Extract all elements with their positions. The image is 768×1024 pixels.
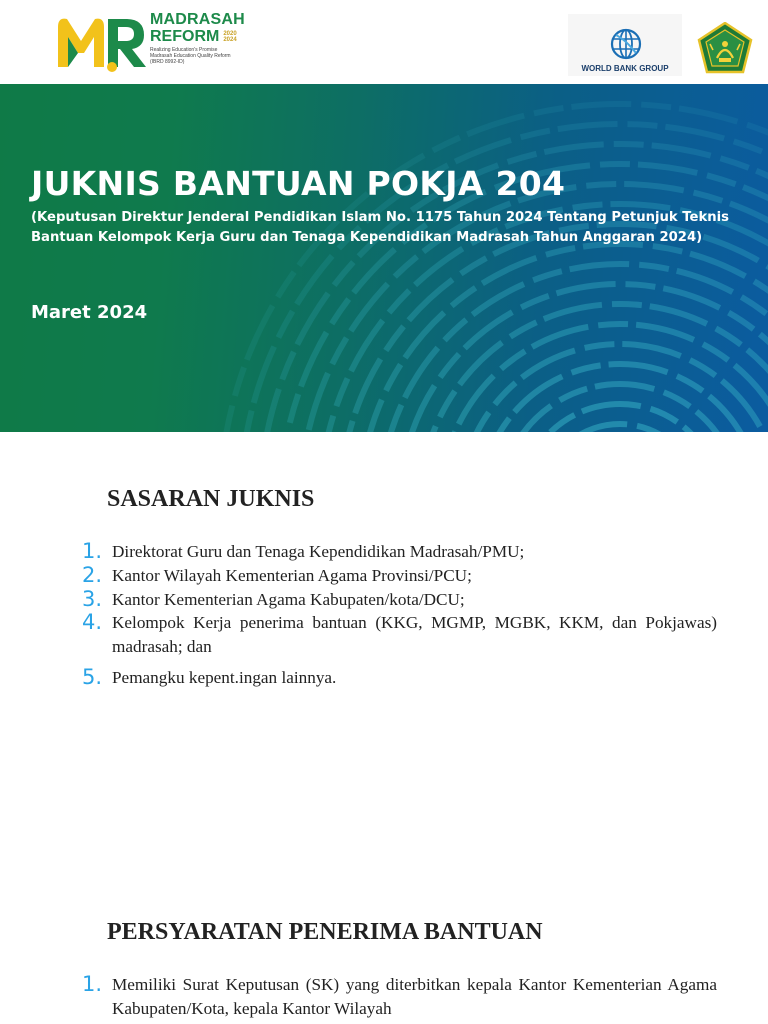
list-number: 1.	[82, 972, 103, 996]
brand-year-end: 2024	[223, 36, 237, 43]
list-text: Direktorat Guru dan Tenaga Kependidikan Madrasah/PMU;	[112, 542, 525, 561]
madrasah-reform-logo-icon	[54, 13, 148, 73]
madrasah-reform-wordmark	[150, 12, 245, 65]
section-title-persyaratan: PERSYARATAN PENERIMA BANTUAN	[107, 919, 543, 945]
tagline-line: Realizing Education's Promise	[150, 47, 218, 53]
list-text: Memiliki Surat Keputusan (SK) yang diterbitkan kepala Kantor Kementerian Agama Kabupaten/Kota, kepala Kantor Wilayah	[112, 975, 717, 1018]
brand-tagline	[150, 47, 245, 65]
list-number: 1.	[82, 539, 103, 563]
list-text: Kelompok Kerja penerima bantuan (KKG, MGMP, MGBK, KKM, dan Pokjawas) madrasah; dan	[112, 613, 717, 656]
tagline-line: Madrasah Education Quality Reform	[150, 53, 231, 59]
brand-year-start: 2020	[223, 30, 237, 37]
list-item	[82, 611, 717, 659]
list-text: Pemangku kepent.ingan lainnya.	[112, 668, 337, 687]
globe-icon	[610, 28, 642, 60]
list-number: 2.	[82, 563, 103, 587]
title-banner	[0, 84, 768, 432]
brand-years	[223, 31, 236, 43]
list-number: 4.	[82, 610, 103, 634]
concentric-rings-decoration	[0, 84, 768, 432]
banner-subtitle: (Keputusan Direktur Jenderal Pendidikan Islam No. 1175 Tahun 2024 Tentang Petunjuk Teknis Bantuan Kelompok Kerja Guru dan Tenaga Kependidikan Madrasah Tahun Anggaran 2024)	[31, 210, 729, 245]
tagline-line: (IBRD 8992-ID)	[150, 59, 185, 65]
list-number: 5.	[82, 665, 103, 689]
list-item	[82, 666, 717, 690]
list-item	[82, 540, 717, 564]
list-item	[82, 564, 717, 588]
banner-date: Maret 2024	[31, 302, 148, 323]
banner-title: JUKNIS BANTUAN POKJA 204	[31, 164, 566, 203]
brand-line-1: MADRASAH	[150, 11, 245, 28]
kemenag-emblem-icon	[697, 22, 753, 74]
header-bar	[0, 0, 768, 84]
list-item	[82, 588, 717, 612]
section-title-sasaran: SASARAN JUKNIS	[107, 486, 315, 512]
brand-line-2: REFORM	[150, 28, 220, 45]
list-number: 3.	[82, 587, 103, 611]
list-text: Kantor Kementerian Agama Kabupaten/kota/DCU;	[112, 590, 465, 609]
list-text: Kantor Wilayah Kementerian Agama Provinsi/PCU;	[112, 566, 472, 585]
world-bank-label: WORLD BANK GROUP	[581, 64, 669, 73]
world-bank-logo	[568, 14, 682, 76]
list-item	[82, 973, 717, 1021]
